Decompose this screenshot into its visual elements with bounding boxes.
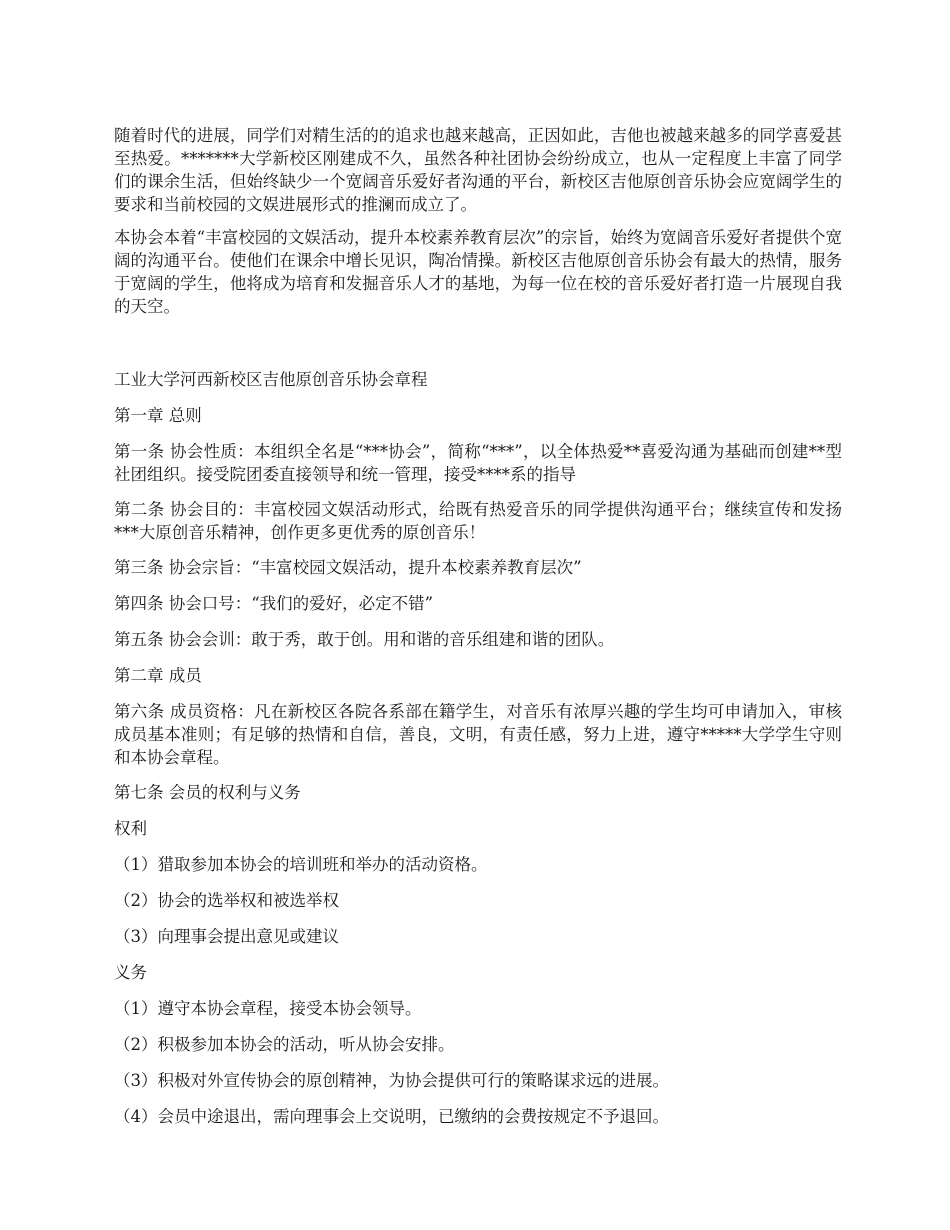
article-2: 第二条 协会目的：丰富校园文娱活动形式，给既有热爱音乐的同学提供沟通平台；继续宣传和发扬***大原创音乐精神，创作更多更优秀的原创音乐！ — [114, 500, 842, 542]
charter-title: 工业大学河西新校区吉他原创音乐协会章程 — [114, 370, 428, 389]
article-6: 第六条 成员资格：凡在新校区各院各系部在籍学生，对音乐有浓厚兴趣的学生均可申请加入，审核成员基本准则；有足够的热情和自信，善良，文明，有责任感，努力上进，遵守*****大学学生守则和本协会章程。 — [114, 702, 842, 767]
article-3: 第三条 协会宗旨：“丰富校园文娱活动，提升本校素养教育层次” — [114, 558, 582, 577]
intro-paragraph-2: 本协会本着“丰富校园的文娱活动，提升本校素养教育层次”的宗旨，始终为宽阔音乐爱好者提供个宽阔的沟通平台。使他们在课余中增长见识，陶冶情操。新校区吉他原创音乐协会有最大的热情，服务于宽阔的学生，他将成为培育和发掘音乐人才的基地，为每一位在校的音乐爱好者打造一片展现自我的天空。 — [114, 228, 842, 316]
duties-item-1: （1）遵守本协会章程，接受本协会领导。 — [114, 999, 422, 1018]
duties-item-2: （2）积极参加本协会的活动，听从协会安排。 — [114, 1035, 455, 1054]
rights-item-3: （3）向理事会提出意见或建议 — [114, 927, 339, 946]
rights-heading: 权利 — [114, 819, 147, 838]
intro-paragraph-1: 随着时代的进展，同学们对精生活的的追求也越来越高，正因如此，吉他也被越来越多的同学喜爱甚至热爱。*******大学新校区刚建成不久，虽然各种社团协会纷纷成立，也从一定程度上丰富了同学们的课余生活，但始终缺少一个宽阔音乐爱好者沟通的平台，新校区吉他原创音乐协会应宽阔学生的要求和当前校园的文娱进展形式的推澜而成立了。 — [114, 126, 842, 214]
article-7: 第七条 会员的权利与义务 — [114, 783, 301, 802]
duties-item-4: （4）会员中途退出，需向理事会上交说明，已缴纳的会费按规定不予退回。 — [114, 1107, 669, 1126]
chapter-2-heading: 第二章 成员 — [114, 666, 202, 685]
duties-item-3: （3）积极对外宣传协会的原创精神，为协会提供可行的策略谋求远的进展。 — [114, 1071, 669, 1090]
article-5: 第五条 协会会训：敢于秀，敢于创。用和谐的音乐组建和谐的团队。 — [114, 630, 615, 649]
rights-item-2: （2）协会的选举权和被选举权 — [114, 891, 339, 910]
chapter-1-heading: 第一章 总则 — [114, 406, 202, 425]
rights-item-1: （1）猎取参加本协会的培训班和举办的活动资格。 — [114, 855, 488, 874]
duties-heading: 义务 — [114, 963, 147, 982]
article-4: 第四条 协会口号：“我们的爱好，必定不错” — [114, 594, 434, 613]
article-1: 第一条 协会性质：本组织全名是“***协会”，简称“***”，以全体热爱**喜爱沟通为基础而创建**型社团组织。接受院团委直接领导和统一管理，接受****系的指导 — [114, 442, 842, 484]
document-page — [114, 124, 842, 1141]
